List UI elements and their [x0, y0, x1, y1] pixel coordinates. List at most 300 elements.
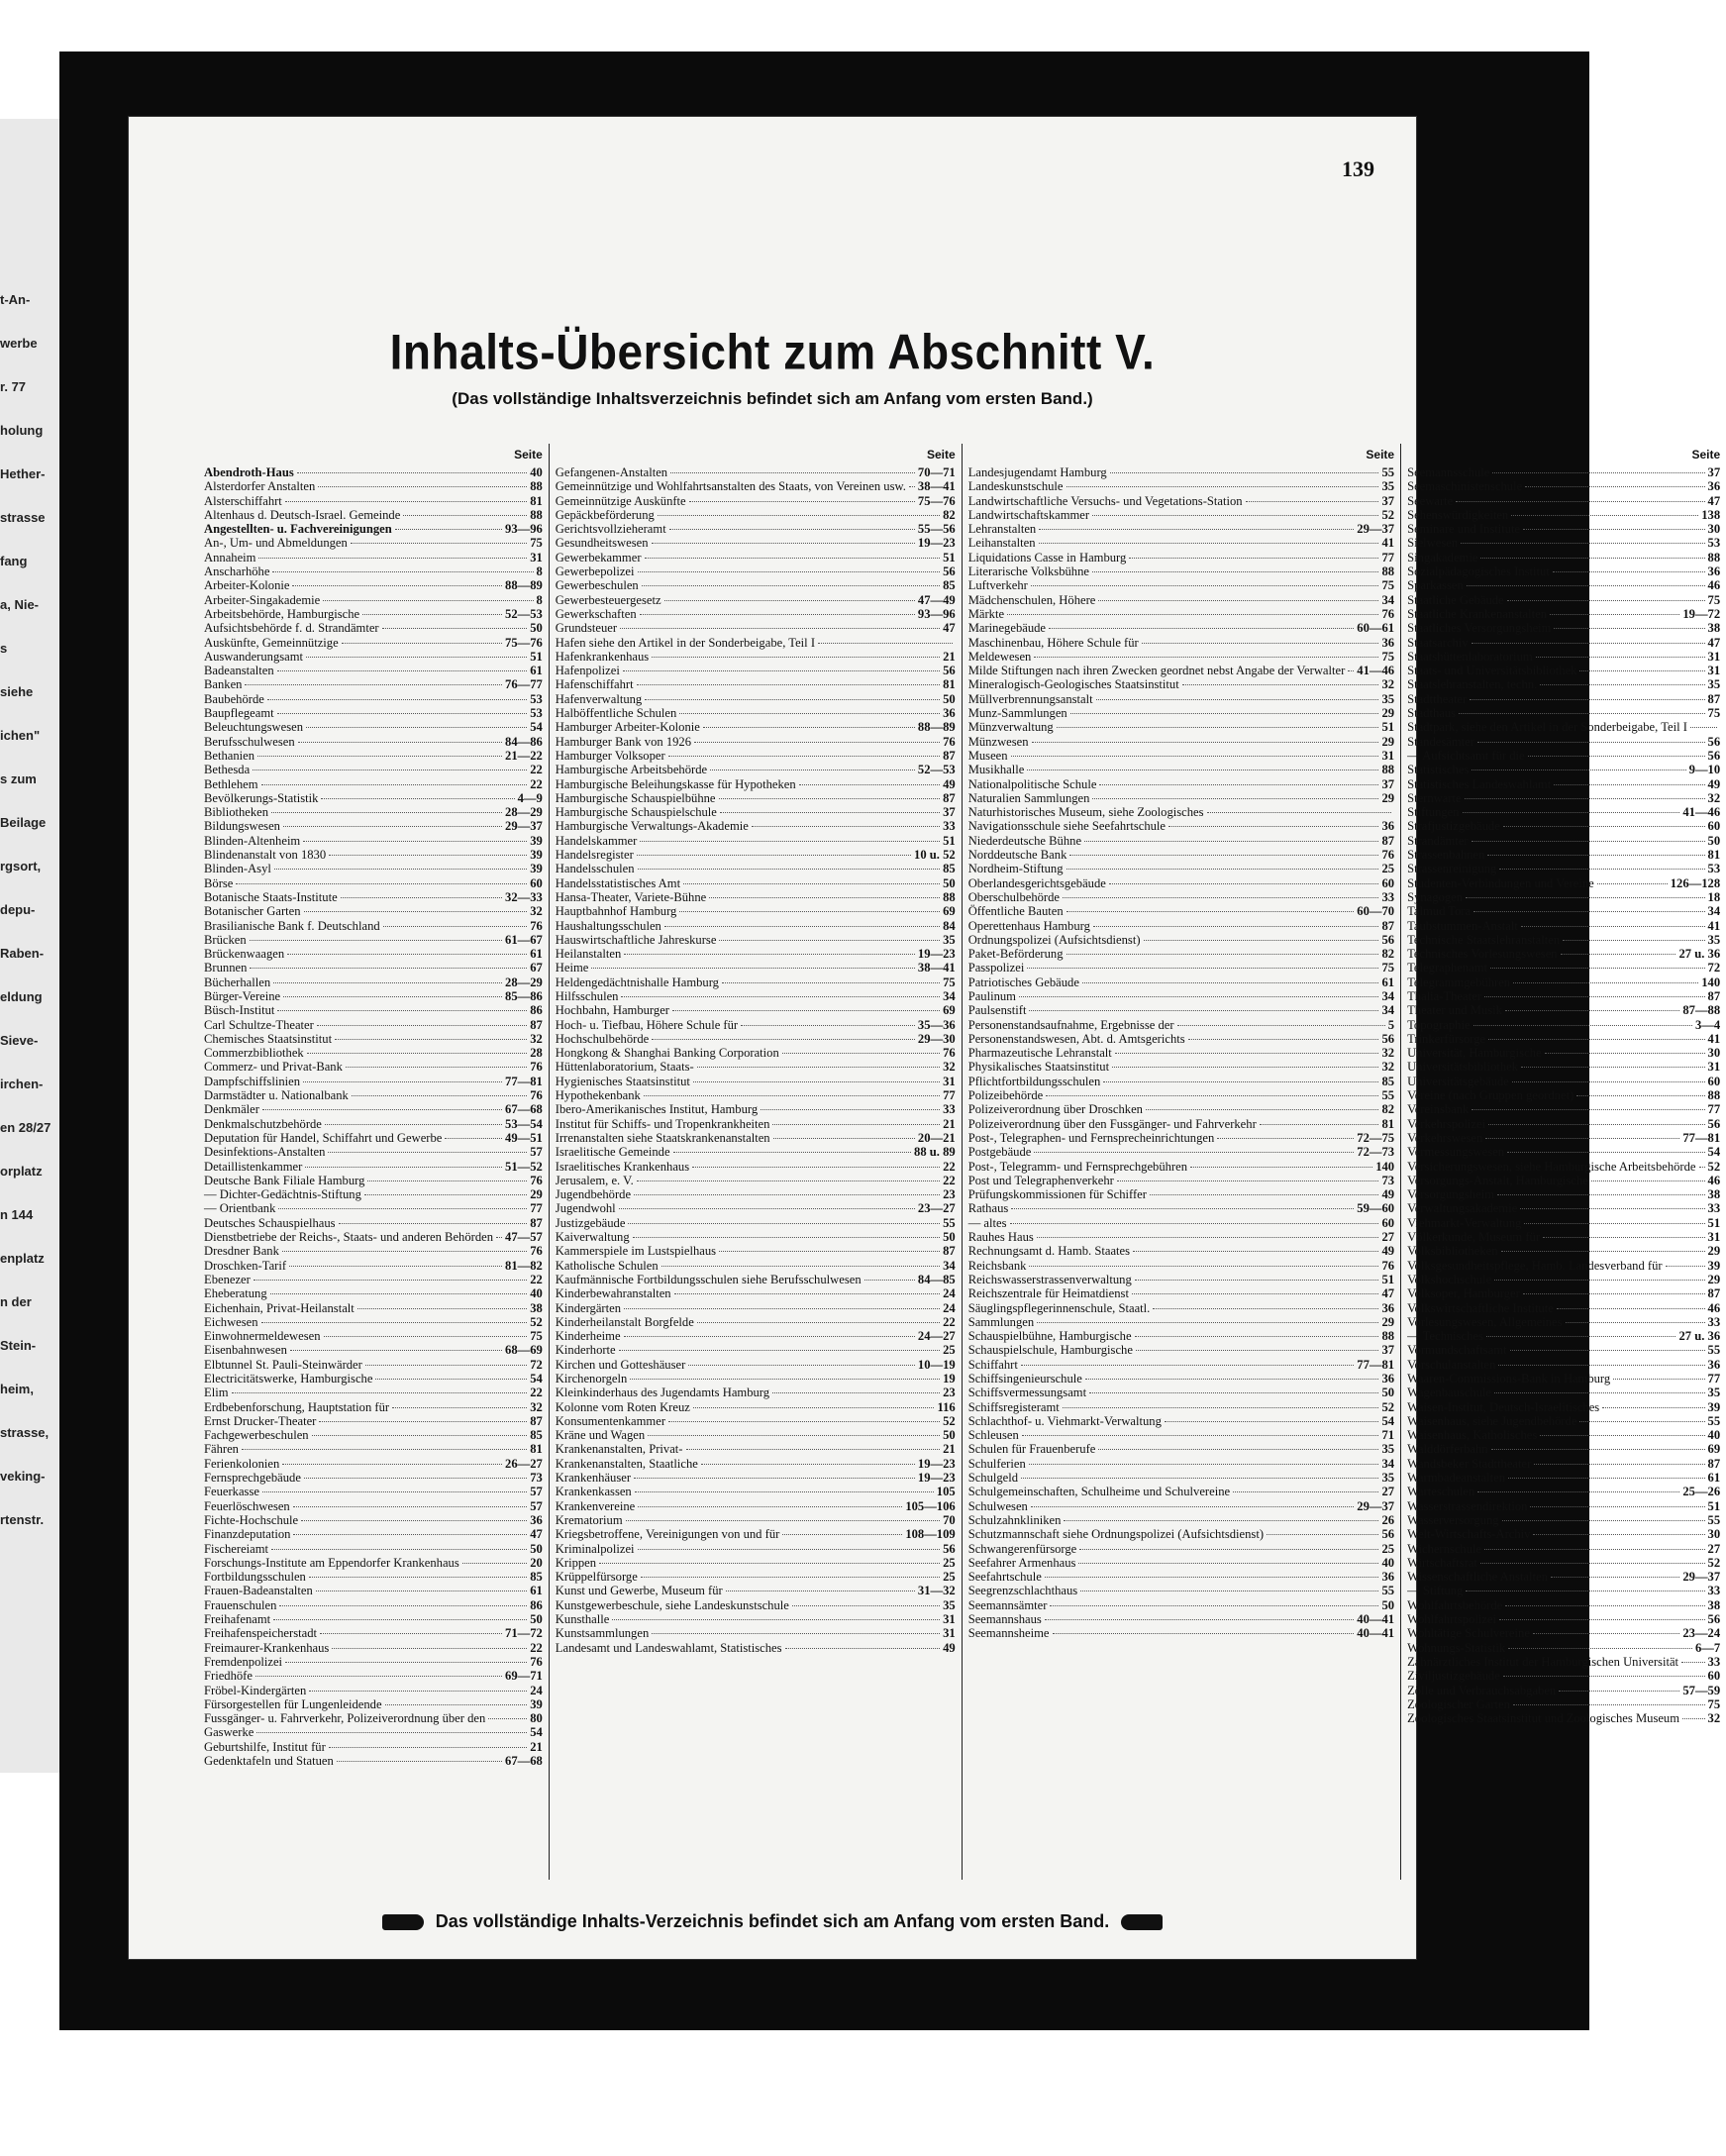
index-entry	[556, 791, 956, 805]
dot-leader	[772, 1124, 940, 1125]
entry-page: 50	[530, 1612, 543, 1627]
dot-leader	[1540, 1435, 1704, 1436]
dot-leader	[1031, 1506, 1354, 1507]
facing-page-text-fragment: depu-	[0, 902, 36, 917]
entry-page: 87	[1707, 1286, 1721, 1301]
entry-page: 87	[1381, 833, 1395, 848]
dot-leader	[1525, 486, 1704, 487]
index-entry	[968, 1160, 1394, 1174]
index-entry	[204, 1046, 543, 1060]
dot-leader	[279, 1605, 527, 1606]
dot-leader	[1557, 1308, 1705, 1309]
index-entry	[1407, 1230, 1720, 1244]
entry-page: 32	[1707, 790, 1721, 805]
index-entry	[1407, 522, 1720, 536]
index-entry	[556, 919, 956, 933]
index-entry	[968, 1584, 1394, 1597]
entry-page: 53	[530, 691, 543, 706]
entry-title: Friedhöfe	[204, 1669, 253, 1684]
entry-page: 36	[1381, 635, 1395, 650]
dot-leader	[1182, 684, 1379, 685]
entry-title: Gefangenen-Anstalten	[555, 465, 668, 479]
entry-page: 60	[1381, 875, 1395, 890]
dot-leader	[1098, 1449, 1378, 1450]
entry-page: 33	[1707, 1314, 1721, 1329]
index-entry	[204, 1527, 543, 1541]
dot-leader	[1096, 699, 1379, 700]
entry-title: Gewerkschaften	[555, 606, 637, 621]
index-entry	[968, 819, 1394, 833]
entry-title: Berufsschulwesen	[204, 734, 295, 749]
dot-leader	[1682, 1718, 1705, 1719]
index-entry	[204, 1230, 543, 1244]
entry-page: 50	[943, 691, 956, 706]
dot-leader	[1467, 585, 1705, 586]
index-entry	[204, 1102, 543, 1116]
dot-leader	[1207, 812, 1392, 813]
index-entry	[204, 1372, 543, 1386]
entry-page: 87—88	[1682, 1003, 1721, 1018]
entry-title: Eheberatung	[204, 1286, 267, 1301]
entry-title: Schauspielbühne, Hamburgische	[967, 1329, 1132, 1344]
index-entry	[968, 621, 1394, 635]
entry-page: 53	[530, 706, 543, 721]
entry-title: Strassenreinigung	[1407, 862, 1497, 876]
index-entry	[204, 1754, 543, 1768]
entry-page: 40	[1381, 1555, 1395, 1570]
index-entry	[968, 1230, 1394, 1244]
index-entry	[556, 1102, 956, 1116]
index-entry	[204, 1301, 543, 1315]
entry-page: 33	[1707, 1584, 1721, 1598]
dot-leader	[1485, 1138, 1679, 1139]
entry-title: Alsterdorfer Anstalten	[204, 479, 316, 494]
dot-leader	[328, 1152, 527, 1153]
index-entry	[204, 1343, 543, 1357]
entry-title: Seemannsschule	[1407, 465, 1490, 479]
entry-title: Norddeutsche Bank	[967, 848, 1067, 863]
entry-title: Prüfungskommissionen für Schiffer	[967, 1187, 1147, 1202]
dot-leader	[628, 1223, 940, 1224]
facing-page-text-fragment: orplatz	[0, 1164, 43, 1179]
dot-leader	[638, 571, 941, 572]
document-page	[129, 117, 1721, 1959]
entry-title: Geburtshilfe, Institut für	[204, 1739, 326, 1754]
dot-leader	[1491, 1449, 1705, 1450]
entry-page: 116	[937, 1399, 956, 1414]
entry-title: Denkmäler	[204, 1102, 259, 1117]
entry-page: 30	[1707, 1527, 1721, 1542]
entry-title: Pflichtfortbildungsschulen	[967, 1074, 1101, 1088]
facing-page-text-fragment: r. 77	[0, 379, 27, 394]
index-entry	[204, 1414, 543, 1428]
index-entry	[556, 1386, 956, 1399]
entry-title: Reichszentrale für Heimatdienst	[967, 1286, 1129, 1301]
dot-leader	[1110, 472, 1379, 473]
entry-title: Bethesda	[204, 763, 251, 777]
dot-leader	[277, 713, 528, 714]
dot-leader	[1465, 798, 1705, 799]
dot-leader	[799, 784, 940, 785]
entry-page: 56	[1707, 748, 1721, 763]
dot-leader	[670, 472, 915, 473]
entry-title: Märkte	[967, 606, 1005, 621]
index-entry	[204, 777, 543, 791]
entry-title: Hamburgische Arbeitsbehörde	[555, 763, 708, 777]
index-entry	[204, 933, 543, 947]
index-entry	[968, 1187, 1394, 1201]
entry-title: Badeanstalten	[204, 664, 274, 678]
entry-page: 81—82	[505, 1258, 543, 1273]
entry-title: Kaufmännische Fortbildungsschulen siehe Berufsschulwesen	[555, 1272, 862, 1286]
dot-leader	[1057, 727, 1379, 728]
dot-leader	[285, 501, 527, 502]
index-entry	[968, 876, 1394, 890]
entry-title: Krankenanstalten, Staatliche	[555, 1456, 698, 1471]
dot-leader	[697, 1322, 940, 1323]
entry-title: Brunnen	[204, 961, 248, 975]
entry-title: Seemannshaus	[967, 1612, 1042, 1627]
index-entry	[556, 819, 956, 833]
index-entry	[556, 1542, 956, 1556]
entry-page: 51	[943, 550, 956, 565]
entry-title: Krematorium	[555, 1512, 623, 1527]
entry-title: Schiffahrt	[967, 1357, 1018, 1372]
entry-page: 38—41	[917, 479, 956, 494]
entry-title: Post-, Telegraphen- und Fernsprecheinrichtungen	[967, 1130, 1215, 1145]
dot-leader	[1150, 1194, 1379, 1195]
dot-leader	[619, 1208, 915, 1209]
index-entry	[204, 1145, 543, 1159]
index-entry	[968, 565, 1394, 578]
index-entry	[204, 677, 543, 691]
entry-title: Arbeiter-Kolonie	[204, 578, 290, 593]
entry-title: — Stiftung	[1407, 1584, 1464, 1598]
index-entry	[204, 1584, 543, 1597]
index-entry	[968, 1343, 1394, 1357]
dot-leader	[293, 1506, 527, 1507]
entry-page: 32	[530, 1399, 543, 1414]
entry-title: Handelsstatistisches Amt	[555, 875, 681, 890]
index-entry	[1407, 961, 1720, 975]
dot-leader	[1144, 940, 1379, 941]
entry-title: Hamburgische Verwaltungs-Akademie	[555, 819, 749, 834]
index-entry	[204, 1003, 543, 1017]
entry-page: 23—24	[1682, 1626, 1721, 1641]
dot-leader	[304, 1478, 527, 1479]
index-entry	[968, 1032, 1394, 1046]
entry-page: 105	[936, 1485, 956, 1499]
dot-leader	[669, 529, 915, 530]
entry-page: 10 u. 52	[914, 848, 956, 863]
dot-leader	[1029, 1464, 1379, 1465]
entry-title: Thalia-Theater	[1407, 988, 1481, 1003]
entry-title: Bücherhallen	[204, 975, 271, 989]
index-entry	[968, 692, 1394, 706]
index-entry	[556, 508, 956, 522]
dot-leader	[679, 911, 940, 912]
entry-title: Wirtschaftsrat	[1407, 1555, 1477, 1570]
entry-title: Wasserversorgung	[1407, 1512, 1499, 1527]
entry-page: 85	[1381, 1074, 1395, 1088]
entry-page: 29—37	[1357, 1498, 1395, 1513]
entry-title: Waaren-Commissions-Bank in Hamburg	[1407, 1372, 1611, 1386]
dot-leader	[1521, 926, 1705, 927]
entry-page: 37	[1381, 776, 1395, 791]
entry-title: Beleuchtungswesen	[204, 720, 304, 735]
index-entry	[556, 1046, 956, 1060]
dot-leader	[1129, 558, 1378, 559]
dot-leader	[1168, 826, 1378, 827]
entry-title: Gemeinnützige Auskünfte	[555, 493, 686, 508]
entry-title: Wandsbeker Stadttheater	[1407, 1456, 1532, 1471]
entry-page: 27 u. 36	[1678, 947, 1721, 962]
dot-leader	[1136, 1350, 1379, 1351]
entry-title: Waisenhaus, siehe Jugendbehörde	[1407, 1413, 1577, 1428]
entry-page: 61	[530, 947, 543, 962]
dot-leader	[674, 1293, 941, 1294]
entry-page: 55	[943, 1215, 956, 1230]
index-entry	[968, 1201, 1394, 1215]
entry-page: 40	[1707, 1428, 1721, 1443]
index-entry	[556, 522, 956, 536]
entry-title: Kunsthalle	[555, 1612, 610, 1627]
index-entry	[968, 1457, 1394, 1471]
index-entry	[1407, 1216, 1720, 1230]
dot-leader	[599, 1563, 940, 1564]
entry-page: 72—73	[1357, 1145, 1395, 1160]
entry-page: 76—77	[505, 677, 543, 692]
index-entry	[204, 1160, 543, 1174]
index-entry	[204, 834, 543, 848]
entry-title: Justizgebäude	[555, 1215, 626, 1230]
entry-title: Eisenbahnwesen	[204, 1343, 287, 1358]
dot-leader	[792, 1605, 940, 1606]
dot-leader	[722, 982, 940, 983]
entry-page: 88	[1381, 763, 1395, 777]
dot-leader	[496, 1237, 502, 1238]
entry-page: 51	[530, 649, 543, 664]
entry-page: 88	[530, 479, 543, 494]
dot-leader	[1109, 883, 1379, 884]
index-entry	[1407, 1584, 1720, 1597]
dot-leader	[1551, 1577, 1679, 1578]
index-entry	[204, 1485, 543, 1498]
page-title: Inhalts-Übersicht zum Abschnitt V.	[389, 323, 1156, 380]
entry-page: 76	[943, 1046, 956, 1061]
entry-title: Staats- und Universitätsbibliothek	[1407, 664, 1577, 678]
entry-title: Oberschulbehörde	[967, 889, 1061, 904]
entry-page: 22	[530, 1640, 543, 1655]
index-entry	[1407, 1018, 1720, 1032]
entry-page: 52	[943, 1413, 956, 1428]
entry-page: 41	[1707, 918, 1721, 933]
dot-leader	[375, 1379, 527, 1380]
entry-page: 29	[1381, 790, 1395, 805]
index-entry	[968, 1626, 1394, 1640]
index-entry	[556, 692, 956, 706]
entry-page: 25	[943, 1555, 956, 1570]
entry-title: Verwaltungsakademie	[1407, 1201, 1518, 1216]
index-entry	[968, 1018, 1394, 1032]
dot-leader	[1103, 1081, 1378, 1082]
index-entry	[1407, 1499, 1720, 1513]
index-entry	[1407, 593, 1720, 607]
entry-title: Angestellten- u. Fachvereinigungen	[204, 522, 392, 537]
facing-page-text-fragment: a, Nie-	[0, 597, 40, 612]
entry-title: Staatshüttenlaboratorium	[1407, 649, 1533, 664]
entry-page: 51	[1381, 1272, 1395, 1286]
entry-title: Hygienisches Staatsinstitut	[555, 1074, 690, 1088]
entry-title: Wohlfahrtsbehörde	[1407, 1597, 1503, 1612]
index-columns	[198, 444, 1721, 1880]
entry-page: 29	[530, 1187, 543, 1202]
dot-leader	[255, 1676, 502, 1677]
dot-leader	[1066, 486, 1379, 487]
entry-title: Schutzmannschaft siehe Ordnungspolizei (Aufsichtsdienst)	[967, 1527, 1265, 1542]
entry-title: Gewerbesteuergesetz	[555, 592, 661, 607]
entry-page: 126—128	[1670, 875, 1721, 890]
entry-title: Börse	[204, 875, 234, 890]
entry-title: Schiffsvermessungsamt	[967, 1386, 1087, 1400]
entry-title: Theater und Musik	[1407, 1003, 1502, 1018]
dot-leader	[1503, 1676, 1705, 1677]
entry-page: 39	[530, 833, 543, 848]
entry-title: Öffentliche Bauten	[967, 904, 1064, 919]
entry-title: Vorschulanstalten	[1407, 1357, 1496, 1372]
entry-title: Waisenhaus, Katholisches	[1407, 1428, 1538, 1443]
dot-leader	[752, 826, 940, 827]
entry-title: Museen	[967, 748, 1008, 763]
dot-leader	[637, 855, 911, 856]
entry-page: 39	[530, 848, 543, 863]
entry-page: 85	[943, 862, 956, 876]
dot-leader	[634, 1194, 940, 1195]
entry-title: Freihafenspeicherstadt	[204, 1626, 317, 1641]
index-entry	[556, 593, 956, 607]
entry-title: Hüttenlaboratorium, Staats-	[555, 1060, 694, 1075]
facing-page-text-fragment: heim,	[0, 1382, 34, 1396]
entry-page: 50	[1381, 1386, 1395, 1400]
entry-title: Versorgungsheim	[1407, 1187, 1494, 1202]
dot-leader	[1681, 1662, 1705, 1663]
index-entry	[968, 1046, 1394, 1060]
entry-page: 32	[943, 1060, 956, 1075]
index-entry	[556, 1372, 956, 1386]
dot-leader	[1348, 670, 1354, 671]
entry-page: 88 u. 89	[914, 1145, 956, 1160]
entry-title: Literarische Volksbühne	[967, 565, 1089, 579]
entry-title: Rauhes Haus	[967, 1230, 1034, 1245]
entry-page: 57—59	[1682, 1683, 1721, 1697]
entry-page: 50	[530, 1541, 543, 1556]
index-entry	[968, 961, 1394, 975]
index-column-3	[963, 444, 1401, 1880]
entry-title: Wohnungs-Statistik	[1407, 1640, 1506, 1655]
dot-leader	[357, 1308, 527, 1309]
index-entry	[1407, 862, 1720, 875]
index-entry	[556, 1329, 956, 1343]
entry-page: 29	[1381, 1314, 1395, 1329]
dot-leader	[1524, 1223, 1704, 1224]
entry-page: 84—86	[505, 734, 543, 749]
index-entry	[968, 1513, 1394, 1527]
dot-leader	[652, 543, 915, 544]
index-entry	[556, 735, 956, 749]
index-entry	[968, 947, 1394, 961]
entry-title: Seewarte	[1407, 493, 1454, 508]
entry-title: Grundsteuer	[555, 621, 618, 636]
dot-leader	[1011, 1208, 1354, 1209]
entry-page: 51	[1707, 1215, 1721, 1230]
entry-page: 40	[530, 465, 543, 479]
entry-title: Kaiverwaltung	[555, 1230, 630, 1245]
entry-title: Kinderhorte	[555, 1343, 616, 1358]
dot-leader	[1011, 756, 1379, 757]
entry-page: 67—68	[505, 1754, 543, 1769]
index-entry	[556, 1216, 956, 1230]
dot-leader	[1007, 614, 1378, 615]
entry-title: Hauptbahnhof Hamburg	[555, 904, 677, 919]
entry-title: Darmstädter u. Nationalbank	[204, 1088, 349, 1103]
dot-leader	[1512, 1081, 1705, 1082]
index-entry	[556, 763, 956, 776]
entry-page: 55—56	[917, 522, 956, 537]
entry-page: 61—67	[505, 932, 543, 947]
entry-page: 36	[1381, 819, 1395, 834]
index-entry	[204, 1598, 543, 1612]
facing-page-text-fragment: Raben-	[0, 946, 45, 961]
index-entry	[968, 1527, 1394, 1541]
entry-title: Trinkerfürsorge	[1407, 1031, 1486, 1046]
entry-title: Seminare und Institute	[1407, 522, 1521, 537]
entry-page: 21	[530, 1739, 543, 1754]
entry-page: 61	[530, 1584, 543, 1598]
entry-title: Münzwesen	[967, 734, 1029, 749]
index-entry	[968, 593, 1394, 607]
entry-title: Heldengedächtnishalle Hamburg	[555, 975, 719, 989]
dot-leader	[283, 996, 502, 997]
dot-leader	[341, 897, 502, 898]
facing-page-text-fragment: Sieve-	[0, 1033, 39, 1048]
entry-page: 9—10	[1688, 763, 1721, 777]
entry-title: Kolonne vom Roten Kreuz	[555, 1399, 690, 1414]
entry-page: 36	[1707, 479, 1721, 494]
entry-page: 51—52	[505, 1159, 543, 1174]
entry-page: 60	[1707, 819, 1721, 834]
entry-title: Arbeitsbehörde, Hamburgische	[204, 606, 360, 621]
dot-leader	[864, 1280, 915, 1281]
entry-page: 50	[943, 875, 956, 890]
index-entry	[968, 551, 1394, 565]
dot-leader	[290, 1350, 502, 1351]
index-entry	[556, 1428, 956, 1442]
entry-page: 75	[943, 975, 956, 989]
dot-leader	[258, 558, 527, 559]
dot-leader	[668, 1421, 940, 1422]
dot-leader	[645, 558, 941, 559]
entry-title: Hamburgische Schauspielbühne	[555, 790, 716, 805]
index-entry	[204, 706, 543, 720]
dot-leader	[297, 472, 527, 473]
index-entry	[968, 1612, 1394, 1626]
index-entry	[1407, 551, 1720, 565]
index-entry	[204, 1032, 543, 1046]
entry-page: 85—86	[505, 988, 543, 1003]
entry-title: Jugendbehörde	[555, 1187, 632, 1202]
dot-leader	[633, 1237, 940, 1238]
entry-title: Aufsichtsbehörde f. d. Strandämter	[204, 621, 379, 636]
